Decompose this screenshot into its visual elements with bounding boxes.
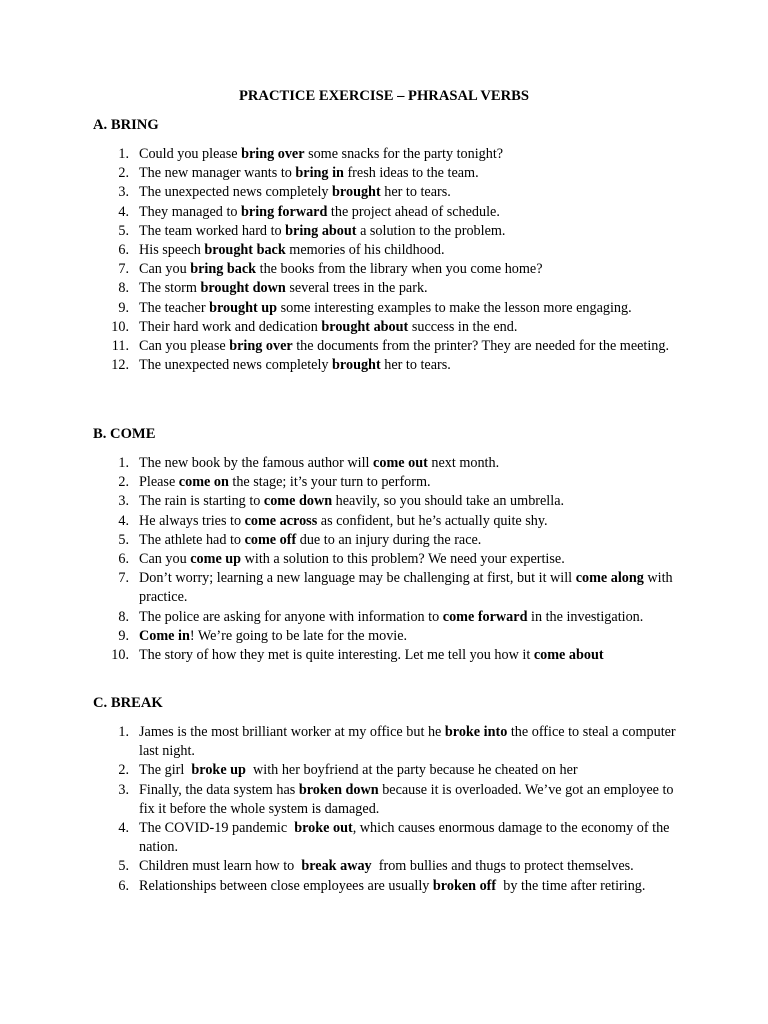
list-item xyxy=(93,761,683,780)
sentence-text: the documents from the printer? They are needed for the meeting. xyxy=(292,338,670,355)
sentence-text: Can you please xyxy=(139,338,230,355)
item-number: 1. xyxy=(118,455,129,471)
sentence-text: The police are asking for anyone with information to xyxy=(139,608,443,625)
phrasal-verb: broke up xyxy=(191,762,246,779)
list-item xyxy=(93,145,683,164)
sentence-text: as confident, but he’s actually quite shy. xyxy=(317,512,548,529)
sentence-text: some interesting examples to make the lesson more engaging. xyxy=(277,299,632,316)
sentence-text: her to tears. xyxy=(380,184,451,201)
list-item xyxy=(93,241,683,260)
item-number: 10. xyxy=(111,647,129,664)
sentence-text: the stage; it’s your turn to perform. xyxy=(228,474,431,491)
sentence-text: with practice. xyxy=(139,570,677,606)
phrasal-verb: brought up xyxy=(209,299,278,316)
list-item xyxy=(93,646,683,665)
item-number: 10. xyxy=(111,318,129,335)
list-item xyxy=(93,819,683,857)
phrasal-verb: come up xyxy=(190,551,242,568)
sentence-text: They managed to xyxy=(139,203,242,220)
list-item xyxy=(93,318,683,337)
sentence-text: The unexpected news completely xyxy=(139,357,333,374)
sentence-text: fresh ideas to the team. xyxy=(343,165,479,182)
phrasal-verb: broke out xyxy=(294,820,353,837)
section-heading: A. BRING xyxy=(93,117,159,133)
phrasal-verb: come out xyxy=(373,455,428,471)
item-number: 1. xyxy=(118,146,129,162)
sentence-text: heavily, so you should take an umbrella. xyxy=(332,493,565,510)
section-heading: C. BREAK xyxy=(93,695,163,711)
sentence-text: some snacks for the party tonight? xyxy=(304,146,504,162)
phrasal-verb: bring over xyxy=(229,338,293,355)
sentence-text: The athlete had to xyxy=(139,531,245,548)
item-number: 3. xyxy=(118,184,129,201)
item-number: 3. xyxy=(118,493,129,510)
phrasal-verb: come forward xyxy=(442,608,528,625)
phrasal-verb: broken off xyxy=(432,877,497,894)
section-break xyxy=(93,694,683,896)
list-item xyxy=(93,454,683,473)
item-number: 6. xyxy=(118,877,129,894)
phrasal-verb: bring back xyxy=(190,261,257,278)
list-item xyxy=(93,164,683,183)
phrasal-verb: bring about xyxy=(285,222,357,239)
list-item xyxy=(93,222,683,241)
sentence-text: ! We’re going to be late for the movie. xyxy=(189,627,408,644)
list-item xyxy=(93,877,683,896)
sentence-text: with a solution to this problem? We need your expertise. xyxy=(241,551,565,568)
section-heading: B. COME xyxy=(93,426,156,442)
sentence-text: Can you xyxy=(139,261,191,278)
list-item xyxy=(93,857,683,876)
sentence-text: because it is overloaded. We’ve got an employee to fix it before the whole system is damaged. xyxy=(139,781,678,817)
phrasal-verb: come on xyxy=(178,474,229,491)
item-number: 2. xyxy=(118,165,129,182)
phrasal-verb: bring over xyxy=(241,146,305,162)
sentence-text: The girl xyxy=(139,762,192,779)
sentence-text: due to an injury during the race. xyxy=(296,531,482,548)
sentence-text: The unexpected news completely xyxy=(139,184,333,201)
item-number: 4. xyxy=(118,512,129,529)
sentence-text: The story of how they met is quite interesting. Let me tell you how it xyxy=(139,647,534,664)
list-item xyxy=(93,512,683,531)
list-item xyxy=(93,203,683,222)
exercise-list xyxy=(93,145,683,375)
sentence-text: Can you xyxy=(139,551,191,568)
phrasal-verb: broke into xyxy=(444,724,508,740)
sentence-text: in the investigation. xyxy=(527,608,644,625)
list-item xyxy=(93,183,683,202)
sentence-text: next month. xyxy=(427,455,500,471)
sentence-text: Don’t worry; learning a new language may be challenging at first, but it will xyxy=(139,570,576,587)
document-title: PRACTICE EXERCISE – PHRASAL VERBS xyxy=(238,88,530,104)
list-item xyxy=(93,569,683,607)
sentence-text: with her boyfriend at the party because he cheated on her xyxy=(245,762,578,779)
item-number: 1. xyxy=(118,724,129,740)
sentence-text: The teacher xyxy=(139,299,210,316)
sentence-text: The team worked hard to xyxy=(139,222,286,239)
phrasal-verb: come about xyxy=(533,647,604,664)
phrasal-verb: brought back xyxy=(204,242,286,259)
list-item xyxy=(93,492,683,511)
sentence-text: The storm xyxy=(139,280,201,297)
sentence-text: The new book by the famous author will xyxy=(139,455,374,471)
sentence-text: He always tries to xyxy=(139,512,245,529)
item-number: 12. xyxy=(111,357,129,374)
sentence-text: her to tears. xyxy=(380,357,451,374)
phrasal-verb: come down xyxy=(263,493,333,510)
phrasal-verb: brought down xyxy=(200,280,286,297)
item-number: 5. xyxy=(118,858,129,875)
list-item xyxy=(93,781,683,819)
exercise-list xyxy=(93,454,683,665)
phrasal-verb: come off xyxy=(244,531,297,548)
sentence-text: Their hard work and dedication xyxy=(139,318,322,335)
item-number: 5. xyxy=(118,222,129,239)
item-number: 7. xyxy=(118,570,129,587)
sentence-text: The COVID-19 pandemic xyxy=(139,820,295,837)
phrasal-verb: break away xyxy=(301,858,372,875)
sentence-text: a solution to the problem. xyxy=(356,222,506,239)
sentence-text: , which causes enormous damage to the economy of the nation. xyxy=(139,820,674,856)
phrasal-verb: brought xyxy=(332,357,381,374)
sentence-text: from bullies and thugs to protect themselves. xyxy=(371,858,634,875)
list-item xyxy=(93,356,683,375)
phrasal-verb: brought about xyxy=(321,318,409,335)
list-item xyxy=(93,723,683,761)
sentence-text: Children must learn how to xyxy=(139,858,302,875)
sentence-text: several trees in the park. xyxy=(285,280,428,297)
list-item xyxy=(93,279,683,298)
sentence-text: by the time after retiring. xyxy=(496,877,646,894)
phrasal-verb: broken down xyxy=(298,781,379,798)
item-number: 7. xyxy=(118,261,129,278)
sentence-text: the project ahead of schedule. xyxy=(327,203,500,220)
sentence-text: Relationships between close employees are usually xyxy=(139,877,433,894)
sentence-text: The rain is starting to xyxy=(139,493,264,510)
sentence-text: Please xyxy=(139,474,179,491)
item-number: 5. xyxy=(118,531,129,548)
phrasal-verb: brought xyxy=(332,184,381,201)
item-number: 8. xyxy=(118,608,129,625)
item-number: 9. xyxy=(118,627,129,644)
list-item xyxy=(93,627,683,646)
phrasal-verb: come across xyxy=(244,512,318,529)
item-number: 4. xyxy=(118,820,129,837)
phrasal-verb: bring in xyxy=(295,165,344,182)
phrasal-verb: bring forward xyxy=(241,203,328,220)
phrasal-verb: come along xyxy=(575,570,644,587)
item-number: 2. xyxy=(118,474,129,491)
list-item xyxy=(93,531,683,550)
item-number: 11. xyxy=(111,338,129,355)
item-number: 4. xyxy=(118,203,129,220)
item-number: 6. xyxy=(118,242,129,259)
list-item xyxy=(93,473,683,492)
item-number: 8. xyxy=(118,280,129,297)
sentence-text: His speech xyxy=(139,242,205,259)
section-come xyxy=(93,425,683,665)
phrasal-verb: Come in xyxy=(139,627,190,644)
list-item xyxy=(93,337,683,356)
exercise-list xyxy=(93,723,683,896)
list-item xyxy=(93,260,683,279)
item-number: 9. xyxy=(118,299,129,316)
sentence-text: Could you please xyxy=(139,146,242,162)
item-number: 2. xyxy=(118,762,129,779)
list-item xyxy=(93,299,683,318)
sentence-text: The new manager wants to xyxy=(139,165,296,182)
sentence-text: memories of his childhood. xyxy=(285,242,445,259)
item-number: 6. xyxy=(118,551,129,568)
list-item xyxy=(93,608,683,627)
section-bring xyxy=(93,116,683,375)
item-number: 3. xyxy=(118,781,129,798)
list-item xyxy=(93,550,683,569)
sentence-text: James is the most brilliant worker at my office but he xyxy=(139,724,445,740)
sentence-text: the office to steal a computer last night. xyxy=(139,724,680,760)
sentence-text: the books from the library when you come home? xyxy=(256,261,543,278)
sentence-text: success in the end. xyxy=(408,318,518,335)
sentence-text: Finally, the data system has xyxy=(139,781,299,798)
